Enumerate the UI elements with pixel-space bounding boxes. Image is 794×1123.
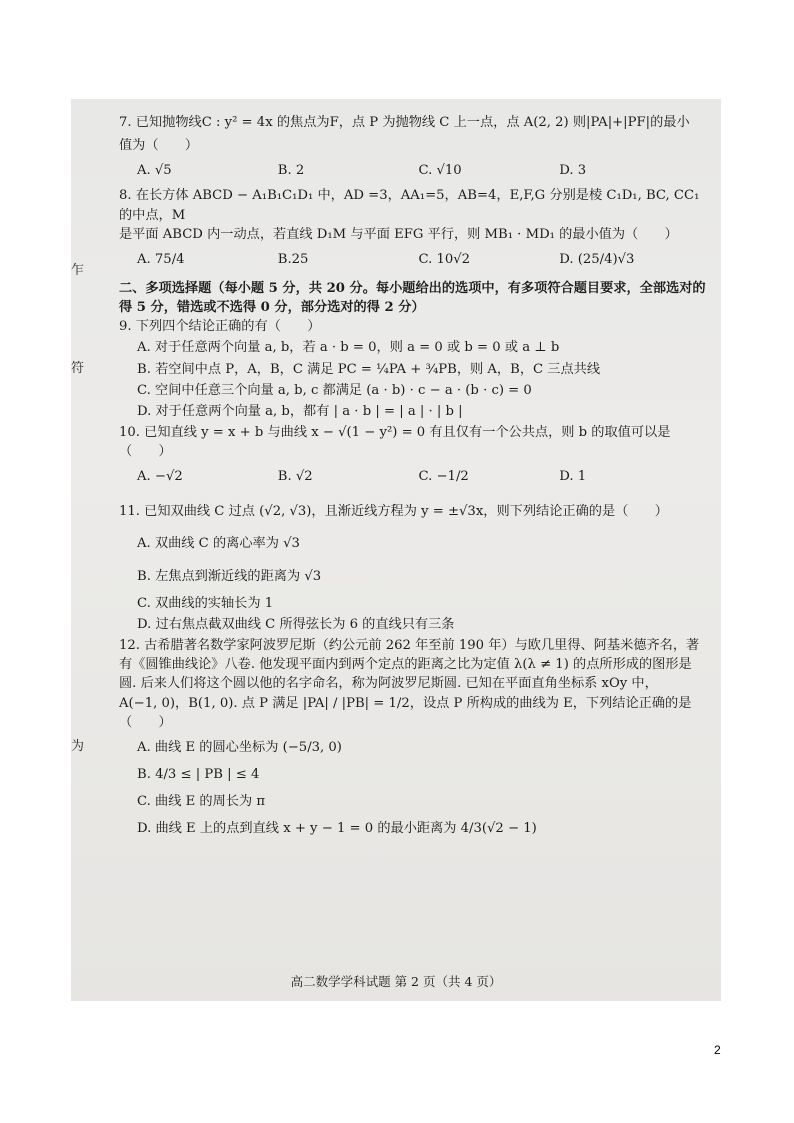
q10-stem: 10. 已知直线 y = x + b 与曲线 x − √(1 − y²) = 0 有且仅有一个公共点，则 b 的取值可以是（ ） xyxy=(119,424,671,460)
q12-stem-line4: A(−1, 0)，B(1, 0). 点 P 满足 |PA| / |PB| = 1/2，设点 P 所构成的曲线为 E，下列结论正确的是（ ） xyxy=(119,695,692,730)
side-mark-2: 符 xyxy=(71,361,85,376)
q9-stem: 9. 下列四个结论正确的有（ ） xyxy=(119,319,321,335)
q8-options xyxy=(119,244,714,275)
q8-option-a: A. 75/4 xyxy=(137,251,185,267)
section-2-line2: 得 5 分，错选或不选得 0 分，部分选对的得 2 分） xyxy=(119,300,425,316)
side-mark-3: 为 xyxy=(71,739,85,754)
q12-option-d: D. 曲线 E 上的点到直线 x + y − 1 = 0 的最小距离为 4/3(√2 − 1) xyxy=(137,821,537,837)
q8-option-d: D. (25/4)√3 xyxy=(559,251,635,267)
q10-option-b: B. √2 xyxy=(277,469,313,485)
q12-option-b: B. 4/3 ≤ | PB | ≤ 4 xyxy=(137,766,260,782)
question-content xyxy=(119,113,714,840)
q12-stem-line1: 12. 古希腊著名数学家阿波罗尼斯（约公元前 262 年至前 190 年）与欧几里得、阿基米德齐名，著 xyxy=(119,638,700,654)
q9-option-a: A. 对于任意两个向量 a, b，若 a · b = 0，则 a = 0 或 b = 0 或 a ⊥ b xyxy=(137,340,560,356)
q8-stem-line1: 8. 在长方体 ABCD − A₁B₁C₁D₁ 中，AD =3，AA₁=5，AB=4，E,F,G 分别是棱 C₁D₁, BC, CC₁ 的中点，M xyxy=(119,188,700,223)
q7-option-b: B. 2 xyxy=(277,163,305,179)
q11-stem: 11. 已知双曲线 C 过点 (√2, √3)，且渐近线方程为 y = ±√3x，则下列结论正确的是（ ） xyxy=(119,504,668,520)
question-9 xyxy=(119,317,714,421)
exam-photo xyxy=(71,99,721,1001)
q12-option-c: C. 曲线 E 的周长为 π xyxy=(137,794,265,810)
q8-stem-line2: 是平面 ABCD 内一动点，若直线 D₁M 与平面 EFG 平行，则 MB₁ · MD₁ 的最小值为（ ） xyxy=(119,226,678,242)
q7-option-c: C. √10 xyxy=(418,163,462,179)
q12-stem-line2: 有《圆锥曲线论》八卷. 他发现平面内到两个定点的距离之比为定值 λ(λ ≠ 1) 的点所形成的图形是 xyxy=(119,657,692,673)
q11-option-a: A. 双曲线 C 的离心率为 √3 xyxy=(137,535,300,551)
q7-stem-line1: 7. 已知抛物线C : y² = 4x 的焦点为F，点 P 为抛物线 C 上一点，点 A(2, 2) 则|PA|+|PF|的最小 xyxy=(119,115,690,130)
q7-options xyxy=(119,155,714,186)
q9-option-c: C. 空间中任意三个向量 a, b, c 都满足 (a · b) · c − a · (b · c) = 0 xyxy=(137,382,532,398)
q12-stem-line3: 圆. 后来人们将这个圆以他的名字命名，称为阿波罗尼斯圆. 已知在平面直角坐标系 xOy 中， xyxy=(119,676,658,692)
q9-option-d: D. 对于任意两个向量 a, b，都有 | a · b | = | a | · | b | xyxy=(137,403,463,419)
q9-option-b: B. 若空间中点 P，A，B，C 满足 PC = ¼PA + ¾PB，则 A，B，C 三点共线 xyxy=(137,361,601,377)
question-11 xyxy=(119,502,714,634)
q7-option-d: D. 3 xyxy=(559,163,587,179)
section-2-heading xyxy=(119,279,714,317)
q8-option-c: C. 10√2 xyxy=(418,251,471,267)
side-mark-1: 乍 xyxy=(71,263,85,278)
page-number: 2 xyxy=(714,1043,721,1057)
q7-stem-line2: 值为（ ） xyxy=(119,138,199,154)
question-10 xyxy=(119,423,714,492)
question-12 xyxy=(119,636,714,838)
question-8 xyxy=(119,186,714,275)
section-2-line1: 二、多项选择题（每小题 5 分，共 20 分。每小题给出的选项中，有多项符合题目要求，全部选对的 xyxy=(119,280,706,296)
q11-option-c: C. 双曲线的实轴长为 1 xyxy=(137,595,274,611)
q7-option-a: A. √5 xyxy=(137,163,172,179)
page-footer: 高二数学学科试题 第 2 页（共 4 页） xyxy=(290,974,502,989)
q8-option-b: B.25 xyxy=(277,251,309,267)
q11-option-b: B. 左焦点到渐近线的距离为 √3 xyxy=(137,568,322,584)
q10-option-a: A. −√2 xyxy=(137,469,183,485)
q12-option-a: A. 曲线 E 的圆心坐标为 (−5/3, 0) xyxy=(137,739,342,755)
q10-options xyxy=(119,461,714,492)
question-7 xyxy=(119,113,714,186)
q10-option-d: D. 1 xyxy=(559,469,587,485)
q10-option-c: C. −1/2 xyxy=(418,469,469,485)
q11-option-d: D. 过右焦点截双曲线 C 所得弦长为 6 的直线只有三条 xyxy=(137,616,455,632)
